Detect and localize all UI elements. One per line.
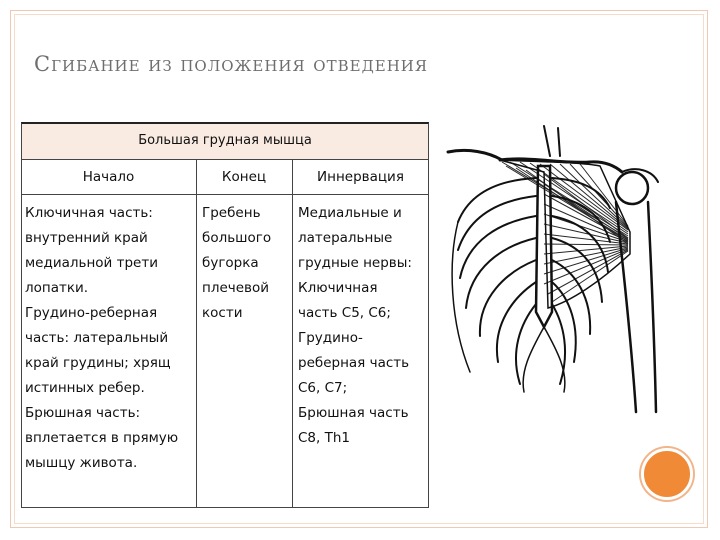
cell-line: C8, Th1 [298,430,350,446]
column-header-start: Начало [21,160,196,195]
column-header-innervation: Иннервация [292,160,429,195]
cell-line: латеральные [298,230,393,246]
cell-line: часть C5, C6; [298,305,391,321]
muscle-table [21,122,429,508]
table-border-bottom [21,507,429,508]
cell-line: большого [202,230,272,246]
cell-line: Грудино-реберная [25,305,158,321]
cell-end [202,195,292,326]
table-header: Большая грудная мышца [21,122,429,160]
table-divider-1 [196,160,197,508]
cell-line: C6, C7; [298,380,348,396]
column-header-end: Конец [196,160,292,195]
cell-line: внутренний край [25,230,148,246]
slide-title: Сгибание из положения отведения [34,52,428,76]
cell-line: вплетается в прямую [25,430,179,446]
table-divider-2 [292,160,293,508]
pectoralis-major-illustration [440,122,665,417]
cell-line: кости [202,305,243,321]
cell-line: Брюшная часть: [25,405,141,421]
cell-line: Гребень [202,205,261,221]
decorative-circle-icon [641,448,693,500]
cell-innervation [298,195,428,451]
cell-line: Грудино- [298,330,363,346]
cell-line: лопатки. [25,280,89,296]
cell-line: Брюшная часть [298,405,409,421]
cell-line: край грудины; хрящ [25,355,171,371]
cell-line: часть: латеральный [25,330,169,346]
cell-start [25,195,195,476]
table-border-left [21,160,22,508]
cell-line: Ключичная [298,280,378,296]
cell-line: Медиальные и [298,205,402,221]
cell-line: реберная часть [298,355,410,371]
cell-line: медиальной трети [25,255,158,271]
cell-line: бугорка [202,255,259,271]
table-border-right [428,160,429,508]
thorax-drawing [440,122,665,417]
cell-line: истинных ребер. [25,380,145,396]
cell-line: Ключичная часть: [25,205,153,221]
cell-line: грудные нервы: [298,255,412,271]
cell-line: плечевой [202,280,270,296]
cell-line: мышцу живота. [25,455,138,471]
